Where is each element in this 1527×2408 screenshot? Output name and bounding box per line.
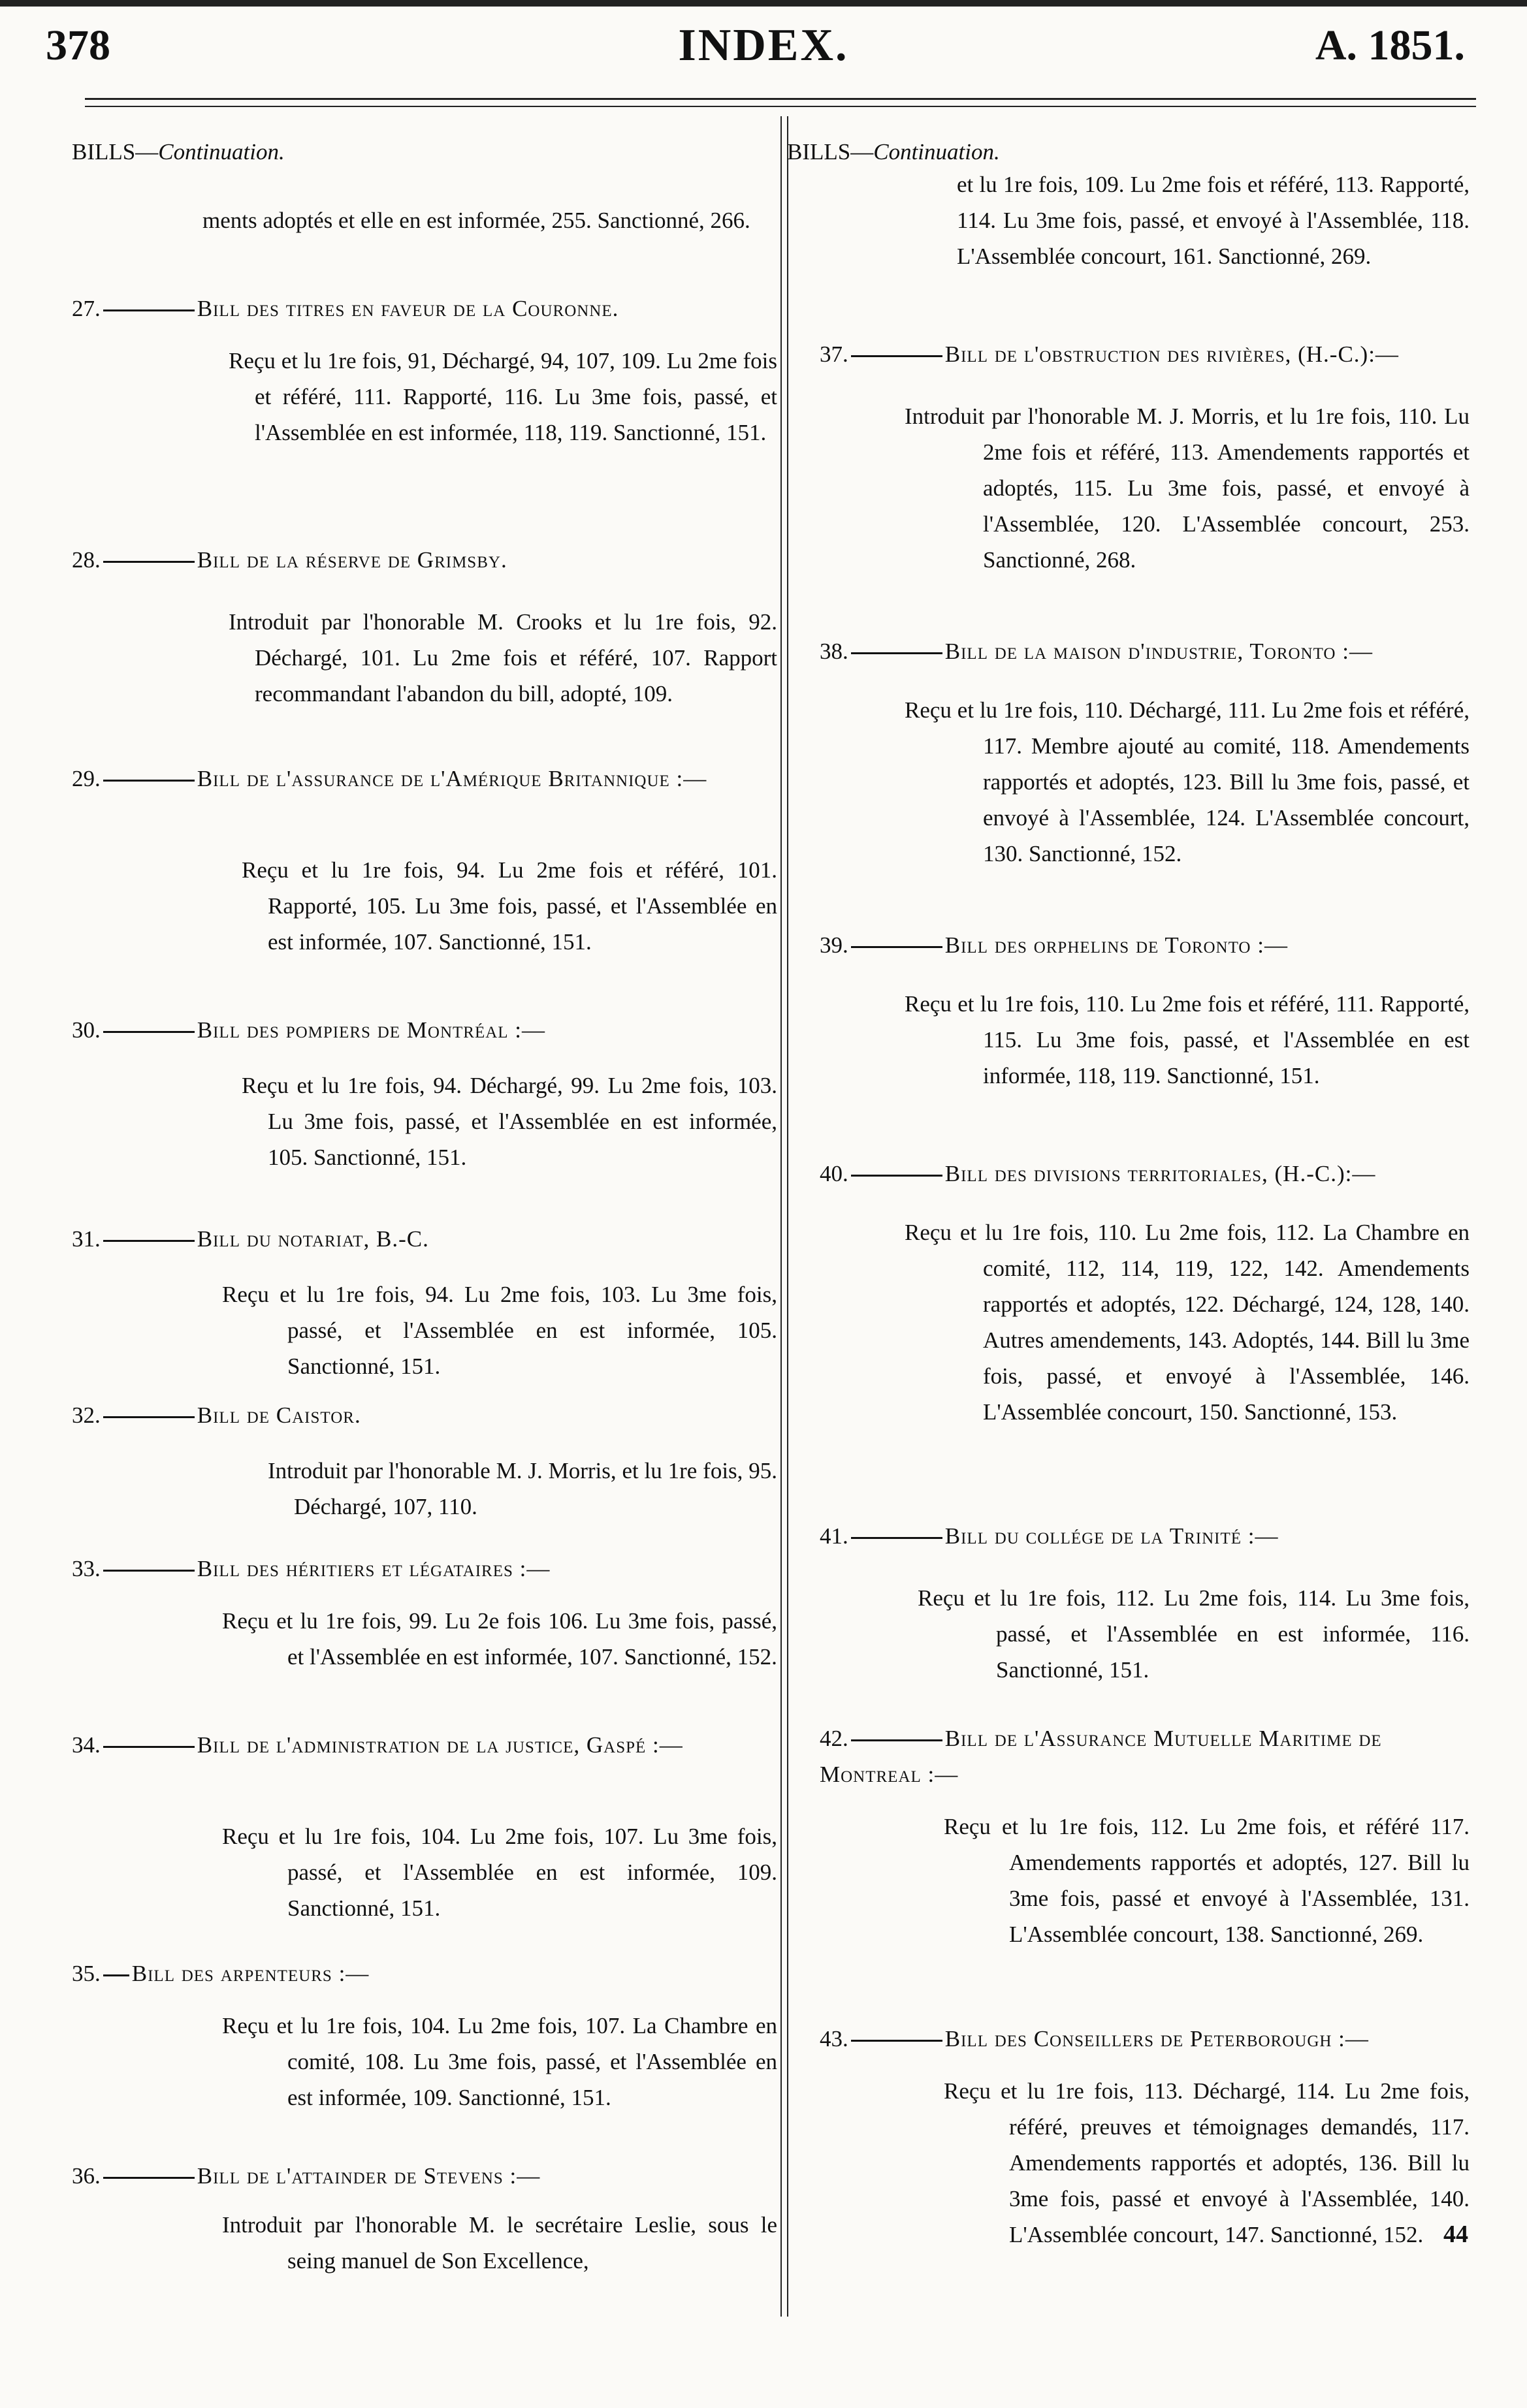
left-column-heading: BILLS—Continuation. <box>72 139 285 165</box>
entry-29-title: 29. Bill de l'assurance de l'Amérique Britannique :— <box>72 766 707 791</box>
entry-33-body: Reçu et lu 1re fois, 99. Lu 2e fois 106. Lu 3me fois, passé, et l'Assemblée en est informée, 107. Sanctionné, 152. <box>222 1608 777 1670</box>
right-continuation: et lu 1re fois, 109. Lu 2me fois et référé, 113. Rapporté, 114. Lu 3me fois, passé, et envoyé à l'Assemblée, 118. L'Assemblée concourt, 161. Sanctionné, 269. <box>957 172 1470 269</box>
top-edge <box>0 0 1527 7</box>
entry-38-body: Reçu et lu 1re fois, 110. Déchargé, 111. Lu 2me fois et référé, 117. Membre ajouté au comité, 118. Amendements rapportés et adoptés, 123. Bill lu 3me fois, passé, et envoyé à l'Assemblée, 124. L'Assemblée concourt, 130. Sanctionné, 152. <box>905 697 1470 866</box>
entry-36-title: 36. Bill de l'attainder de Stevens :— <box>72 2163 541 2189</box>
entry-35-body: Reçu et lu 1re fois, 104. Lu 2me fois, 107. La Chambre en comité, 108. Lu 3me fois, passé, et l'Assemblée en est informée, 109. Sanctionné, 151. <box>222 2013 777 2110</box>
entry-27-body: Reçu et lu 1re fois, 91, Déchargé, 94, 107, 109. Lu 2me fois et référé, 111. Rapporté, 116. Lu 3me fois, passé, et l'Assemblée en est informée, 118, 119. Sanctionné, 151. <box>229 348 777 445</box>
entry-38-title: 38. Bill de la maison d'industrie, Toronto :— <box>820 639 1373 664</box>
entry-32-body: Introduit par l'honorable M. J. Morris, et lu 1re fois, 95. Déchargé, 107, 110. <box>268 1458 777 1519</box>
entry-37-title: 37. Bill de l'obstruction des rivières, (H.-C.):— <box>820 341 1399 367</box>
entry-33-title: 33. Bill des héritiers et légataires :— <box>72 1556 551 1581</box>
entry-27-title: 27. Bill des titres en faveur de la Couronne. <box>72 296 619 321</box>
entry-30-body: Reçu et lu 1re fois, 94. Déchargé, 99. Lu 2me fois, 103. Lu 3me fois, passé, et l'Assemblée en est informée, 105. Sanctionné, 151. <box>242 1073 777 1170</box>
entry-32-title: 32. Bill de Caistor. <box>72 1402 361 1428</box>
page-year: A. 1851. <box>1315 22 1465 69</box>
entry-30-title: 30. Bill des pompiers de Montréal :— <box>72 1017 546 1043</box>
entry-43-title: 43. Bill des Conseillers de Peterborough :— <box>820 2026 1369 2052</box>
page-title: INDEX. <box>678 20 849 71</box>
entry-29-body: Reçu et lu 1re fois, 94. Lu 2me fois et référé, 101. Rapporté, 105. Lu 3me fois, passé, et l'Assemblée en est informée, 107. Sanctionné, 151. <box>242 857 777 955</box>
entry-41-title: 41. Bill du collége de la Trinité :— <box>820 1523 1279 1549</box>
header-rule <box>85 98 1476 100</box>
entry-42-body: Reçu et lu 1re fois, 112. Lu 2me fois, et référé 117. Amendements rapportés et adoptés, 127. Bill lu 3me fois, passé et envoyé à l'Assemblée, 131. L'Assemblée concourt, 138. Sanctionné, 269. <box>944 1814 1470 1947</box>
entry-42-title: 42. Bill de l'Assurance Mutuelle Maritime de Montreal :— <box>820 1726 1382 1787</box>
entry-41-body: Reçu et lu 1re fois, 112. Lu 2me fois, 114. Lu 3me fois, passé, et l'Assemblée en est informée, 116. Sanctionné, 151. <box>918 1585 1470 1683</box>
entry-40-body: Reçu et lu 1re fois, 110. Lu 2me fois, 112. La Chambre en comité, 112, 114, 119, 122, 142. Amendements rapportés et adoptés, 122. Déchargé, 124, 128, 140. Autres amendements, 143. Adoptés, 144. Bill lu 3me fois, passé, et envoyé à l'Assemblée, 146. L'Assemblée concourt, 150. Sanctionné, 153. <box>905 1220 1470 1425</box>
entry-34-title: 34. Bill de l'administration de la justice, Gaspé :— <box>72 1732 683 1758</box>
left-continuation: ments adoptés et elle en est informée, 255. Sanctionné, 266. <box>202 208 750 233</box>
entry-39-title: 39. Bill des orphelins de Toronto :— <box>820 932 1288 958</box>
entry-39-body: Reçu et lu 1re fois, 110. Lu 2me fois et référé, 111. Rapporté, 115. Lu 3me fois, passé, et l'Assemblée en est informée, 118, 119. Sanctionné, 151. <box>905 991 1470 1088</box>
entry-43-body: Reçu et lu 1re fois, 113. Déchargé, 114. Lu 2me fois, référé, preuves et témoignages demandés, 117. Amendements rapportés et adoptés, 136. Bill lu 3me fois, passé et envoyé à l'Assemblée, 140. L'Assemblée concourt, 147. Sanctionné, 152. <box>944 2078 1470 2247</box>
right-column-heading: BILLS—Continuation. <box>787 139 1000 165</box>
entry-28-title: 28. Bill de la réserve de Grimsby. <box>72 547 507 573</box>
entry-40-title: 40. Bill des divisions territoriales, (H.-C.):— <box>820 1161 1376 1186</box>
entry-35-title: 35. Bill des arpenteurs :— <box>72 1961 370 1986</box>
signature-mark: 44 <box>1443 2221 1468 2248</box>
entry-36-body: Introduit par l'honorable M. le secrétaire Leslie, sous le seing manuel de Son Excellence, <box>222 2212 777 2273</box>
entry-31-title: 31. Bill du notariat, B.-C. <box>72 1226 429 1252</box>
header-rule-thin <box>85 106 1476 107</box>
page-number: 378 <box>46 22 110 69</box>
entry-37-body: Introduit par l'honorable M. J. Morris, et lu 1re fois, 110. Lu 2me fois et référé, 113. Amendements rapportés et adoptés, 115. Lu 3me fois, passé, et envoyé à l'Assemblée, 120. L'Assemblée concourt, 253. Sanctionné, 268. <box>905 404 1470 573</box>
entry-34-body: Reçu et lu 1re fois, 104. Lu 2me fois, 107. Lu 3me fois, passé, et l'Assemblée en est informée, 109. Sanctionné, 151. <box>222 1824 777 1921</box>
entry-28-body: Introduit par l'honorable M. Crooks et lu 1re fois, 92. Déchargé, 101. Lu 2me fois et référé, 107. Rapport recommandant l'abandon du bill, adopté, 109. <box>229 609 777 706</box>
entry-31-body: Reçu et lu 1re fois, 94. Lu 2me fois, 103. Lu 3me fois, passé, et l'Assemblée en est informée, 105. Sanctionné, 151. <box>222 1282 777 1379</box>
